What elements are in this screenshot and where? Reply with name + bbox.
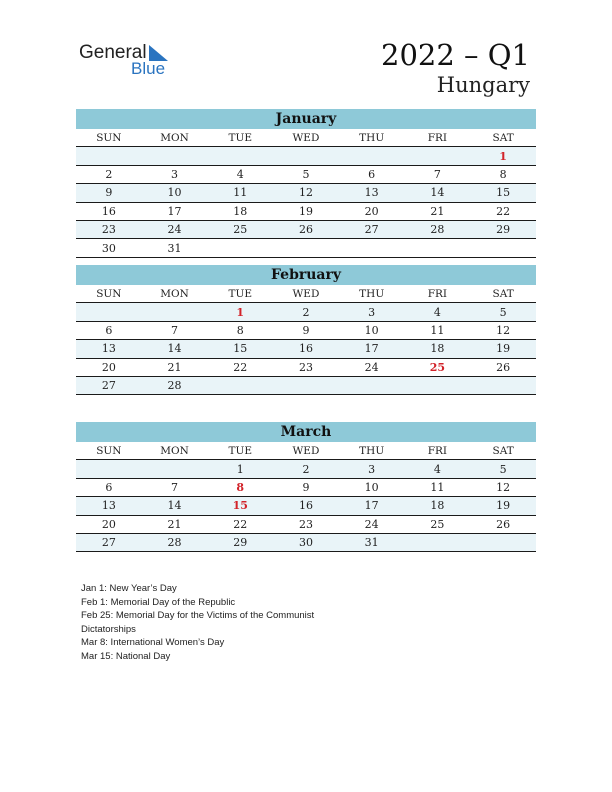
empty-day-cell [207, 239, 273, 257]
calendar-grid [76, 442, 536, 552]
day-cell: 16 [273, 497, 339, 515]
holiday-note: Mar 8: International Women’s Day [81, 637, 225, 648]
day-cell: 10 [339, 478, 405, 496]
day-cell: 29 [470, 220, 536, 238]
empty-day-cell [207, 147, 273, 165]
day-cell: 21 [142, 358, 208, 376]
week-row [76, 460, 536, 478]
day-cell: 10 [339, 321, 405, 339]
day-cell: 25 [405, 358, 471, 376]
weekday-header-row [76, 129, 536, 147]
day-cell: 19 [470, 340, 536, 358]
weekday-label: THU [339, 442, 405, 460]
month-january [76, 109, 536, 258]
empty-day-cell [470, 239, 536, 257]
month-march [76, 422, 536, 552]
empty-day-cell [273, 147, 339, 165]
day-cell: 8 [207, 321, 273, 339]
day-cell: 15 [470, 184, 536, 202]
day-cell: 31 [142, 239, 208, 257]
day-cell: 7 [142, 478, 208, 496]
day-cell: 18 [405, 497, 471, 515]
weekday-label: SUN [76, 129, 142, 147]
week-row [76, 340, 536, 358]
day-cell: 9 [273, 478, 339, 496]
day-cell: 11 [405, 321, 471, 339]
day-cell: 12 [470, 478, 536, 496]
day-cell: 24 [339, 358, 405, 376]
day-cell: 11 [207, 184, 273, 202]
month-title: March [76, 422, 536, 442]
empty-day-cell [470, 533, 536, 551]
generalblue-logo [79, 40, 179, 80]
empty-day-cell [405, 239, 471, 257]
day-cell: 12 [273, 184, 339, 202]
empty-day-cell [405, 376, 471, 394]
holiday-note: Mar 15: National Day [81, 650, 171, 662]
day-cell: 21 [142, 515, 208, 533]
day-cell: 14 [142, 340, 208, 358]
day-cell: 8 [207, 478, 273, 496]
weekday-label: THU [339, 129, 405, 147]
empty-day-cell [339, 376, 405, 394]
day-cell: 6 [76, 478, 142, 496]
month-title: February [76, 265, 536, 285]
day-cell: 25 [405, 515, 471, 533]
weekday-label: SAT [470, 442, 536, 460]
weekday-label: WED [273, 285, 339, 303]
week-row [76, 147, 536, 165]
day-cell: 17 [339, 497, 405, 515]
weekday-label: WED [273, 129, 339, 147]
day-cell: 23 [76, 220, 142, 238]
day-cell: 5 [273, 165, 339, 183]
empty-day-cell [405, 533, 471, 551]
weekday-label: TUE [207, 285, 273, 303]
empty-day-cell [207, 376, 273, 394]
weekday-label: SUN [76, 442, 142, 460]
day-cell: 31 [339, 533, 405, 551]
day-cell: 9 [273, 321, 339, 339]
empty-day-cell [142, 460, 208, 478]
week-row [76, 515, 536, 533]
day-cell: 13 [76, 340, 142, 358]
day-cell: 10 [142, 184, 208, 202]
day-cell: 30 [76, 239, 142, 257]
day-cell: 16 [76, 202, 142, 220]
week-row [76, 220, 536, 238]
day-cell: 22 [207, 358, 273, 376]
weekday-label: THU [339, 285, 405, 303]
day-cell: 6 [339, 165, 405, 183]
empty-day-cell [76, 147, 142, 165]
day-cell: 26 [273, 220, 339, 238]
holiday-note: Dictatorships [81, 623, 136, 635]
empty-day-cell [76, 303, 142, 321]
month-february [76, 265, 536, 395]
holiday-note: Feb 1: Memorial Day of the Republic [81, 596, 236, 608]
day-cell: 7 [405, 165, 471, 183]
calendar-grid [76, 129, 536, 258]
weekday-label: MON [142, 129, 208, 147]
empty-day-cell [470, 376, 536, 394]
week-row [76, 533, 536, 551]
week-row [76, 478, 536, 496]
day-cell: 11 [405, 478, 471, 496]
day-cell: 27 [76, 376, 142, 394]
day-cell: 13 [339, 184, 405, 202]
day-cell: 14 [405, 184, 471, 202]
day-cell: 17 [339, 340, 405, 358]
day-cell: 26 [470, 358, 536, 376]
day-cell: 15 [207, 340, 273, 358]
empty-day-cell [142, 147, 208, 165]
weekday-label: WED [273, 442, 339, 460]
weekday-label: MON [142, 285, 208, 303]
day-cell: 30 [273, 533, 339, 551]
day-cell: 2 [273, 460, 339, 478]
calendar-grid [76, 285, 536, 395]
day-cell: 28 [142, 533, 208, 551]
day-cell: 1 [470, 147, 536, 165]
day-cell: 21 [405, 202, 471, 220]
week-row [76, 239, 536, 257]
day-cell: 27 [76, 533, 142, 551]
day-cell: 4 [207, 165, 273, 183]
day-cell: 26 [470, 515, 536, 533]
weekday-label: TUE [207, 129, 273, 147]
day-cell: 28 [142, 376, 208, 394]
day-cell: 25 [207, 220, 273, 238]
day-cell: 23 [273, 358, 339, 376]
day-cell: 2 [273, 303, 339, 321]
empty-day-cell [339, 239, 405, 257]
day-cell: 17 [142, 202, 208, 220]
day-cell: 18 [207, 202, 273, 220]
day-cell: 24 [339, 515, 405, 533]
day-cell: 22 [470, 202, 536, 220]
day-cell: 23 [273, 515, 339, 533]
week-row [76, 376, 536, 394]
day-cell: 29 [207, 533, 273, 551]
week-row [76, 184, 536, 202]
day-cell: 16 [273, 340, 339, 358]
day-cell: 9 [76, 184, 142, 202]
day-cell: 5 [470, 303, 536, 321]
empty-day-cell [273, 376, 339, 394]
day-cell: 14 [142, 497, 208, 515]
week-row [76, 202, 536, 220]
country-subtitle: Hungary [436, 73, 530, 97]
weekday-label: SAT [470, 129, 536, 147]
weekday-label: SAT [470, 285, 536, 303]
weekday-label: FRI [405, 442, 471, 460]
day-cell: 20 [339, 202, 405, 220]
day-cell: 7 [142, 321, 208, 339]
week-row [76, 165, 536, 183]
empty-day-cell [273, 239, 339, 257]
week-row [76, 497, 536, 515]
empty-day-cell [339, 147, 405, 165]
logo-word-general: General [79, 42, 147, 63]
logo-word-blue: Blue [131, 59, 166, 78]
week-row [76, 303, 536, 321]
holiday-note: Feb 25: Memorial Day for the Victims of the Communist [81, 610, 315, 621]
weekday-header-row [76, 442, 536, 460]
day-cell: 13 [76, 497, 142, 515]
day-cell: 3 [339, 303, 405, 321]
week-row [76, 358, 536, 376]
day-cell: 2 [76, 165, 142, 183]
weekday-label: MON [142, 442, 208, 460]
month-title: January [76, 109, 536, 129]
day-cell: 3 [142, 165, 208, 183]
day-cell: 5 [470, 460, 536, 478]
day-cell: 4 [405, 303, 471, 321]
day-cell: 28 [405, 220, 471, 238]
day-cell: 20 [76, 515, 142, 533]
day-cell: 22 [207, 515, 273, 533]
day-cell: 1 [207, 303, 273, 321]
empty-day-cell [76, 460, 142, 478]
day-cell: 15 [207, 497, 273, 515]
day-cell: 8 [470, 165, 536, 183]
day-cell: 12 [470, 321, 536, 339]
weekday-label: TUE [207, 442, 273, 460]
weekday-header-row [76, 285, 536, 303]
day-cell: 4 [405, 460, 471, 478]
weekday-label: FRI [405, 129, 471, 147]
holiday-note: Jan 1: New Year’s Day [81, 583, 177, 594]
weekday-label: FRI [405, 285, 471, 303]
day-cell: 24 [142, 220, 208, 238]
day-cell: 6 [76, 321, 142, 339]
empty-day-cell [405, 147, 471, 165]
holiday-notes [81, 582, 314, 663]
day-cell: 19 [470, 497, 536, 515]
weekday-label: SUN [76, 285, 142, 303]
day-cell: 1 [207, 460, 273, 478]
page-title: 2022 – Q1 [381, 38, 530, 72]
week-row [76, 321, 536, 339]
day-cell: 19 [273, 202, 339, 220]
day-cell: 27 [339, 220, 405, 238]
day-cell: 3 [339, 460, 405, 478]
day-cell: 20 [76, 358, 142, 376]
day-cell: 18 [405, 340, 471, 358]
empty-day-cell [142, 303, 208, 321]
